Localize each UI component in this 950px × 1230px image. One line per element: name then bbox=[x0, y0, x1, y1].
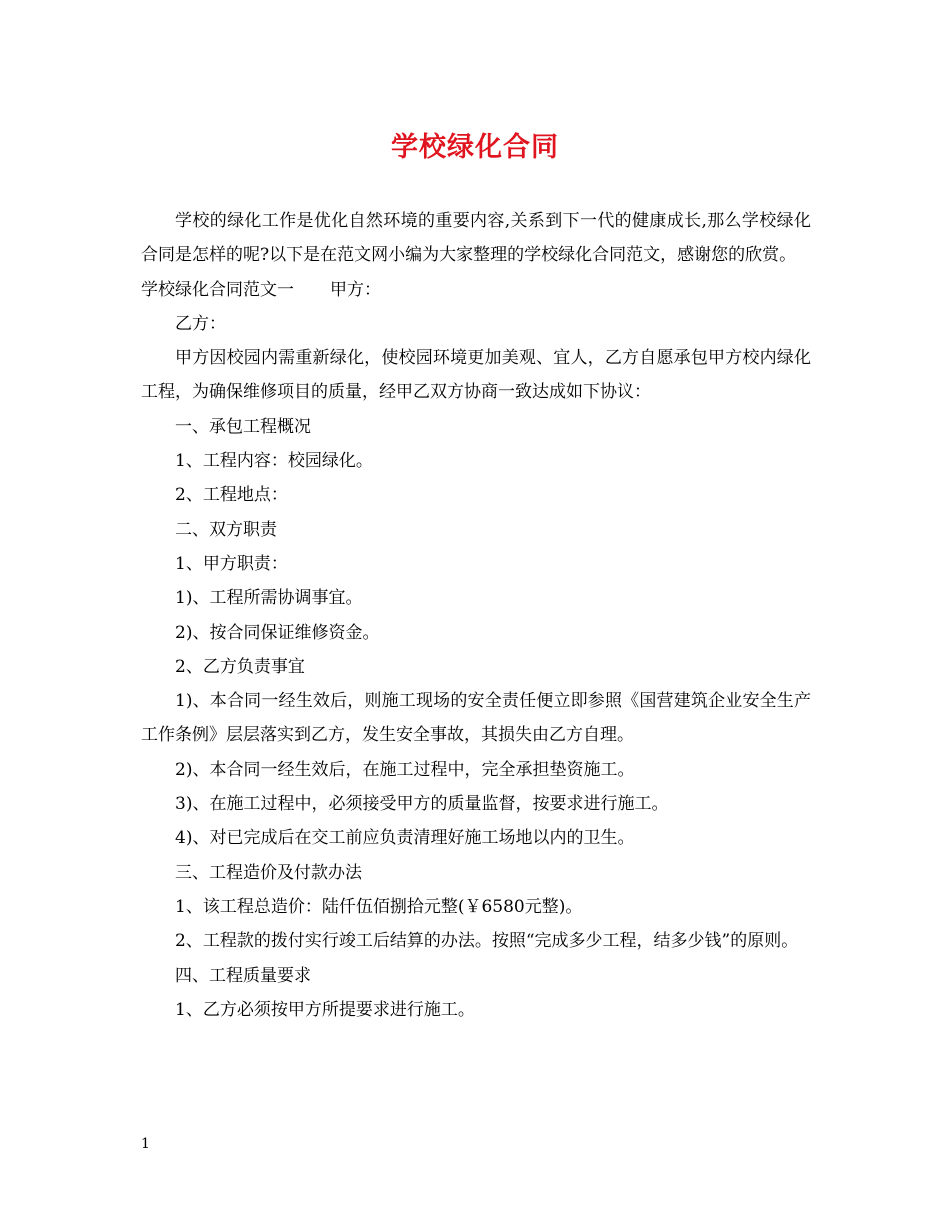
sample-heading: 学校绿化合同范文一 bbox=[141, 279, 294, 300]
clause-2-1-2: 2)、按合同保证维修资金。 bbox=[175, 622, 380, 643]
clause-2-2: 2、乙方负责事宜 bbox=[175, 656, 305, 677]
clause-3-1: 1、该工程总造价：陆仟伍佰捌拾元整(￥6580元整)。 bbox=[175, 896, 583, 917]
clause-2-2-2: 2)、本合同一经生效后，在施工过程中，完全承担垫资施工。 bbox=[175, 759, 635, 780]
party-a-label: 甲方： bbox=[330, 279, 381, 300]
clause-2-2-1: 1)、本合同一经生效后，则施工现场的安全责任便立即参照《国营建筑企业安全生产工作条例》层层落实到乙方，发生安全事故，其损失由乙方自理。 bbox=[141, 691, 811, 746]
clause-2-2-4: 4)、对已完成后在交工前应负责清理好施工场地以内的卫生。 bbox=[175, 828, 635, 849]
clause-2-1: 1、甲方职责： bbox=[175, 553, 288, 574]
intro-paragraph: 学校的绿化工作是优化自然环境的重要内容,关系到下一代的健康成长,那么学校绿化合同是怎样的呢?以下是在范文网小编为大家整理的学校绿化合同范文，感谢您的欣赏。 bbox=[141, 211, 811, 266]
clause-1-2: 2、工程地点： bbox=[175, 485, 288, 506]
section-3-heading: 三、工程造价及付款办法 bbox=[175, 862, 362, 883]
document-title: 学校绿化合同 bbox=[391, 132, 559, 163]
sample-heading-line bbox=[141, 273, 811, 307]
clause-2-2-3: 3)、在施工过程中，必须接受甲方的质量监督，按要求进行施工。 bbox=[175, 794, 669, 815]
section-2-heading: 二、双方职责 bbox=[175, 519, 277, 540]
section-4-heading: 四、工程质量要求 bbox=[175, 965, 311, 986]
clause-4-1: 1、乙方必须按甲方所提要求进行施工。 bbox=[175, 999, 475, 1020]
section-1-heading: 一、承包工程概况 bbox=[175, 416, 311, 437]
page-number: 1 bbox=[141, 1136, 150, 1152]
preamble-paragraph: 甲方因校园内需重新绿化，使校园环境更加美观、宜人，乙方自愿承包甲方校内绿化工程，为确保维修项目的质量，经甲乙双方协商一致达成如下协议： bbox=[141, 348, 811, 403]
clause-3-2: 2、工程款的拨付实行竣工后结算的办法。按照“完成多少工程，结多少钱”的原则。 bbox=[175, 931, 799, 952]
clause-2-1-1: 1)、工程所需协调事宜。 bbox=[175, 588, 363, 609]
party-b-label: 乙方： bbox=[175, 313, 226, 334]
clause-1-1: 1、工程内容：校园绿化。 bbox=[175, 451, 373, 472]
document-body bbox=[141, 204, 811, 1027]
